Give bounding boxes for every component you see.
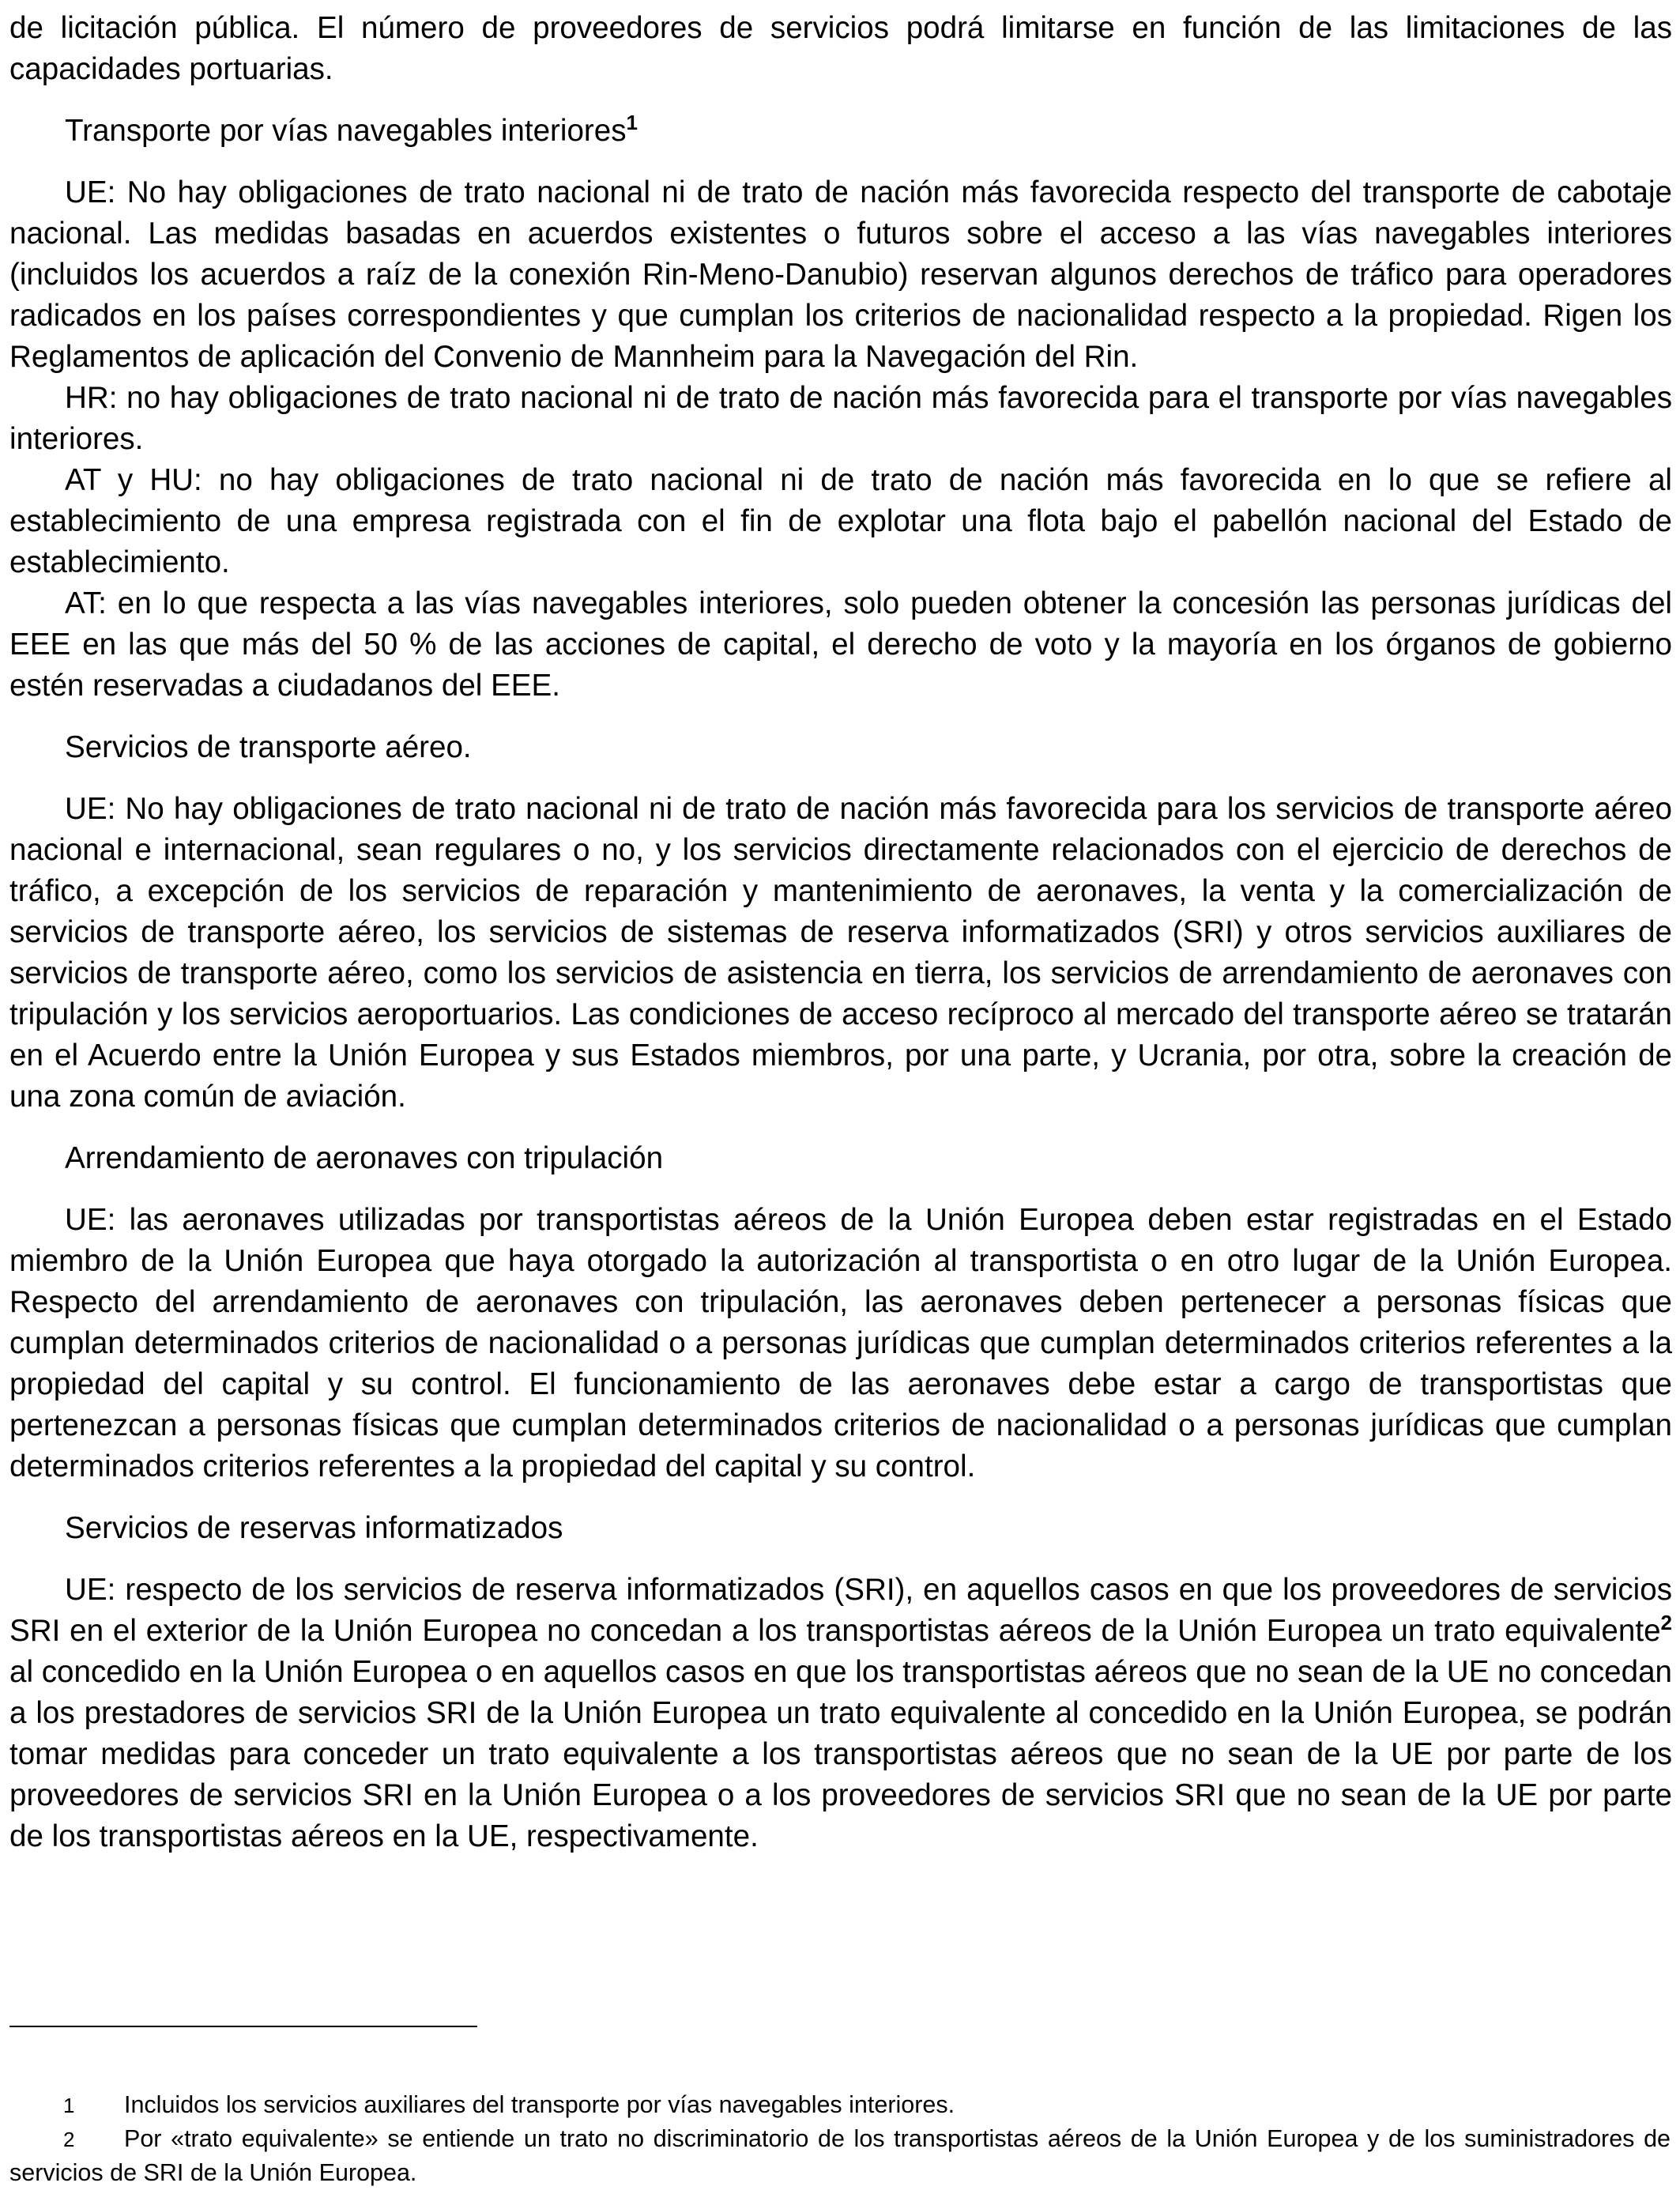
paragraph-at-inland: AT: en lo que respecta a las vías navegables interiores, solo pueden obtener la concesión las personas jurídicas del EEE en las que más del 50 % de las acciones de capital, el derecho de voto y la mayoría en los órganos de gobierno estén reservadas a ciudadanos del EEE. xyxy=(9,586,1672,703)
heading-air-transport: Servicios de transporte aéreo. xyxy=(65,730,472,764)
footnote-separator xyxy=(9,2026,477,2027)
footnote-ref-1[interactable]: 1 xyxy=(626,111,638,134)
paragraph-ue-inland: UE: No hay obligaciones de trato nacional ni de trato de nación más favorecida respecto del transporte de cabotaje nacional. Las medidas basadas en acuerdos existentes o futuros sobre el acceso a las vías navegables interiores (incluidos los acuerdos a raíz de la conexión Rin-Meno-Danubio) reservan algunos derechos de tráfico para operadores radicados en los países correspondientes y que cumplan los criterios de nacionalidad respecto a la propiedad. Rigen los Reglamentos de aplicación del Convenio de Mannheim para la Navegación del Rin. xyxy=(9,175,1672,374)
paragraph-ue-aircraft-leasing: UE: las aeronaves utilizadas por transportistas aéreos de la Unión Europea deben estar registradas en el Estado miembro de la Unión Europea que haya otorgado la autorización al transportista o en otro lugar de la Unión Europea. Respecto del arrendamiento de aeronaves con tripulación, las aeronaves deben pertenecer a personas físicas que cumplan determinados criterios de nacionalidad o a personas jurídicas que cumplan determinados criterios referentes a la propiedad del capital y su control. El funcionamiento de las aeronaves debe estar a cargo de transportistas que pertenezcan a personas físicas que cumplan determinados criterios de nacionalidad o a personas jurídicas que cumplan determinados criterios referentes a la propiedad del capital y su control. xyxy=(9,1203,1672,1483)
heading-aircraft-leasing: Arrendamiento de aeronaves con tripulación xyxy=(65,1141,664,1175)
footnote-1-number: 1 xyxy=(63,2094,75,2117)
footnote-1 xyxy=(9,2088,1671,2122)
footnote-1-text: Incluidos los servicios auxiliares del transporte por vías navegables interiores. xyxy=(124,2091,955,2118)
paragraph-continuation: de licitación pública. El número de proveedores de servicios podrá limitarse en función de las limitaciones de las capacidades portuarias. xyxy=(9,11,1672,86)
footnote-2-text: Por «trato equivalente» se entiende un trato no discriminatorio de los transportistas aéreos de la Unión Europea y de los suministradores de servicios de SRI de la Unión Europea. xyxy=(9,2125,1671,2186)
paragraph-at-hu-inland: AT y HU: no hay obligaciones de trato nacional ni de trato de nación más favorecida en lo que se refiere al establecimiento de una empresa registrada con el fin de explotar una flota bajo el pabellón nacional del Estado de establecimiento. xyxy=(9,463,1672,579)
paragraph-ue-crs xyxy=(9,1570,1672,1857)
document-body xyxy=(9,8,1672,1857)
heading-inland-waterways-text: Transporte por vías navegables interiores xyxy=(65,114,627,148)
heading-crs: Servicios de reservas informatizados xyxy=(65,1511,563,1545)
footnote-ref-2[interactable]: 2 xyxy=(1660,1611,1672,1634)
paragraph-ue-crs-part2: al concedido en la Unión Europea o en aquellos casos en que los transportistas aéreos que no sean de la UE no concedan a los prestadores de servicios SRI de la Unión Europea un trato equivalente al concedido en la Unión Europea, se podrán tomar medidas para conceder un trato equivalente a los transportistas aéreos que no sean de la UE por parte de los proveedores de servicios SRI en la Unión Europea o a los proveedores de servicios SRI que no sean de la UE por parte de los transportistas aéreos en la UE, respectivamente. xyxy=(9,1655,1672,1853)
paragraph-ue-air-transport: UE: No hay obligaciones de trato nacional ni de trato de nación más favorecida para los servicios de transporte aéreo nacional e internacional, sean regulares o no, y los servicios directamente relacionados con el ejercicio de derechos de tráfico, a excepción de los servicios de reparación y mantenimiento de aeronaves, la venta y la comercialización de servicios de transporte aéreo, los servicios de sistemas de reserva informatizados (SRI) y otros servicios auxiliares de servicios de transporte aéreo, como los servicios de asistencia en tierra, los servicios de arrendamiento de aeronaves con tripulación y los servicios aeroportuarios. Las condiciones de acceso recíproco al mercado del transporte aéreo se tratarán en el Acuerdo entre la Unión Europea y sus Estados miembros, por una parte, y Ucrania, por otra, sobre la creación de una zona común de aviación. xyxy=(9,792,1672,1114)
footnote-2 xyxy=(9,2122,1671,2189)
paragraph-ue-crs-part1: UE: respecto de los servicios de reserva informatizados (SRI), en aquellos casos en que los proveedores de servicios SRI en el exterior de la Unión Europea no concedan a los transportistas aéreos de la Unión Europea un trato equivalente xyxy=(9,1573,1672,1648)
footnotes xyxy=(9,2088,1671,2189)
paragraph-hr-inland: HR: no hay obligaciones de trato nacional ni de trato de nación más favorecida para el transporte por vías navegables interiores. xyxy=(9,381,1672,456)
heading-inland-waterways xyxy=(9,111,1672,152)
footnote-2-number: 2 xyxy=(63,2128,75,2151)
